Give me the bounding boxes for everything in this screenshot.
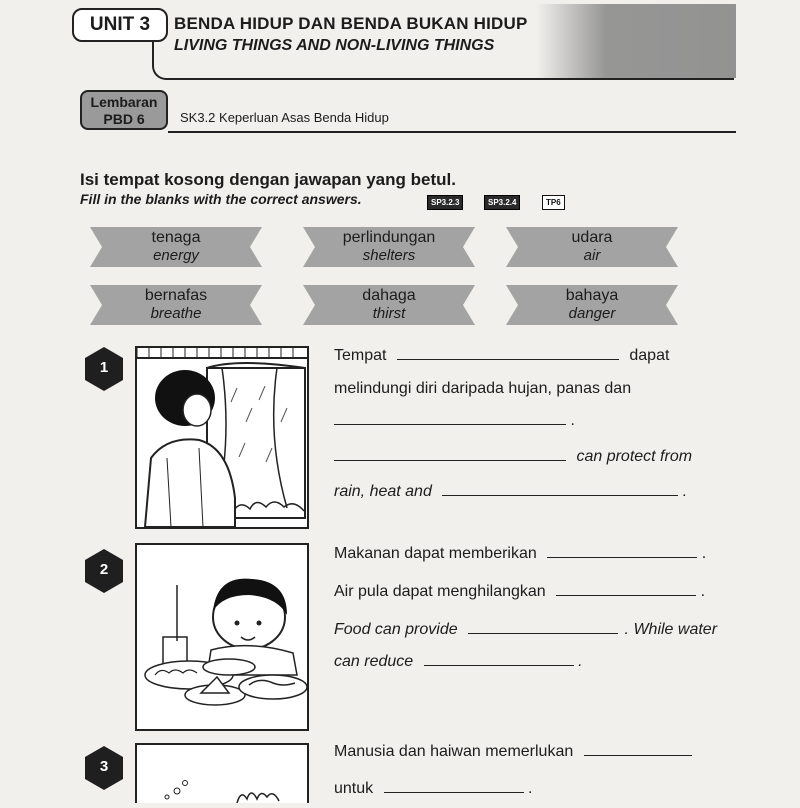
question-1-line-1: Tempat dapat	[334, 347, 670, 364]
instruction-english: Fill in the blanks with the correct answers.	[80, 191, 362, 207]
word-malay: perlindungan	[342, 229, 436, 246]
word-english: air	[583, 247, 601, 264]
answer-blank[interactable]	[424, 653, 574, 666]
word-tile	[506, 285, 678, 325]
word-english: thirst	[372, 305, 406, 322]
question-number: 2	[99, 561, 109, 578]
answer-blank[interactable]	[584, 743, 692, 756]
word-tile	[90, 227, 262, 267]
answer-blank[interactable]	[547, 545, 697, 558]
word-english: shelters	[362, 247, 416, 264]
question-1-line-3: .	[334, 412, 575, 430]
question-1-line-4: can protect from	[334, 448, 692, 466]
word-english: breathe	[150, 305, 202, 322]
word-malay: udara	[571, 229, 613, 246]
answer-blank[interactable]	[334, 448, 566, 461]
question-2-line-2: Air pula dapat menghilangkan .	[334, 583, 706, 600]
instruction-malay: Isi tempat kosong dengan jawapan yang betul.	[80, 170, 456, 189]
question-number-badge	[82, 347, 126, 391]
answer-blank[interactable]	[397, 347, 619, 360]
answer-blank[interactable]	[556, 583, 696, 596]
illustration-child-eating	[135, 543, 309, 731]
worksheet-badge-line2: PBD 6	[103, 111, 145, 127]
header-shade	[536, 4, 736, 78]
illustration-plants-and-bubbles	[135, 743, 309, 803]
question-2-line-3: Food can provide . While water	[334, 621, 718, 638]
unit-label: UNIT 3	[72, 8, 168, 42]
word-tile	[303, 227, 475, 267]
page-title-english: LIVING THINGS AND NON-LIVING THINGS	[174, 37, 495, 54]
question-1-line-5: rain, heat and .	[334, 483, 688, 500]
badge-sp324: SP3.2.4	[484, 195, 520, 210]
question-3-line-1: Manusia dan haiwan memerlukan	[334, 743, 692, 761]
word-tile	[506, 227, 678, 267]
answer-blank[interactable]	[384, 780, 524, 793]
page-title-malay: BENDA HIDUP DAN BENDA BUKAN HIDUP	[174, 14, 528, 33]
word-malay: bahaya	[565, 287, 619, 304]
worksheet-badge-line1: Lembaran	[90, 94, 158, 110]
question-3-line-2: untuk .	[334, 780, 533, 797]
question-number: 3	[99, 758, 109, 775]
word-english: energy	[153, 247, 199, 264]
answer-blank[interactable]	[468, 621, 618, 634]
question-number-badge	[82, 746, 126, 790]
word-malay: bernafas	[144, 287, 208, 304]
question-number: 1	[99, 359, 109, 376]
question-2-line-4: can reduce .	[334, 653, 583, 670]
word-english: danger	[568, 305, 616, 322]
badge-tp6: TP6	[542, 195, 565, 210]
word-malay: tenaga	[151, 229, 201, 246]
word-tile	[90, 285, 262, 325]
question-number-badge	[82, 549, 126, 593]
answer-blank[interactable]	[442, 483, 678, 496]
standard-rule	[168, 131, 736, 133]
worksheet-badge	[80, 90, 168, 130]
question-1-line-2: melindungi diri daripada hujan, panas dan	[334, 380, 632, 397]
standard-label: SK3.2 Keperluan Asas Benda Hidup	[180, 110, 389, 125]
answer-blank[interactable]	[334, 412, 566, 425]
word-tile	[303, 285, 475, 325]
question-2-line-1: Makanan dapat memberikan .	[334, 545, 707, 562]
badge-sp323: SP3.2.3	[427, 195, 463, 210]
word-malay: dahaga	[362, 287, 416, 304]
illustration-child-at-window	[135, 346, 309, 529]
